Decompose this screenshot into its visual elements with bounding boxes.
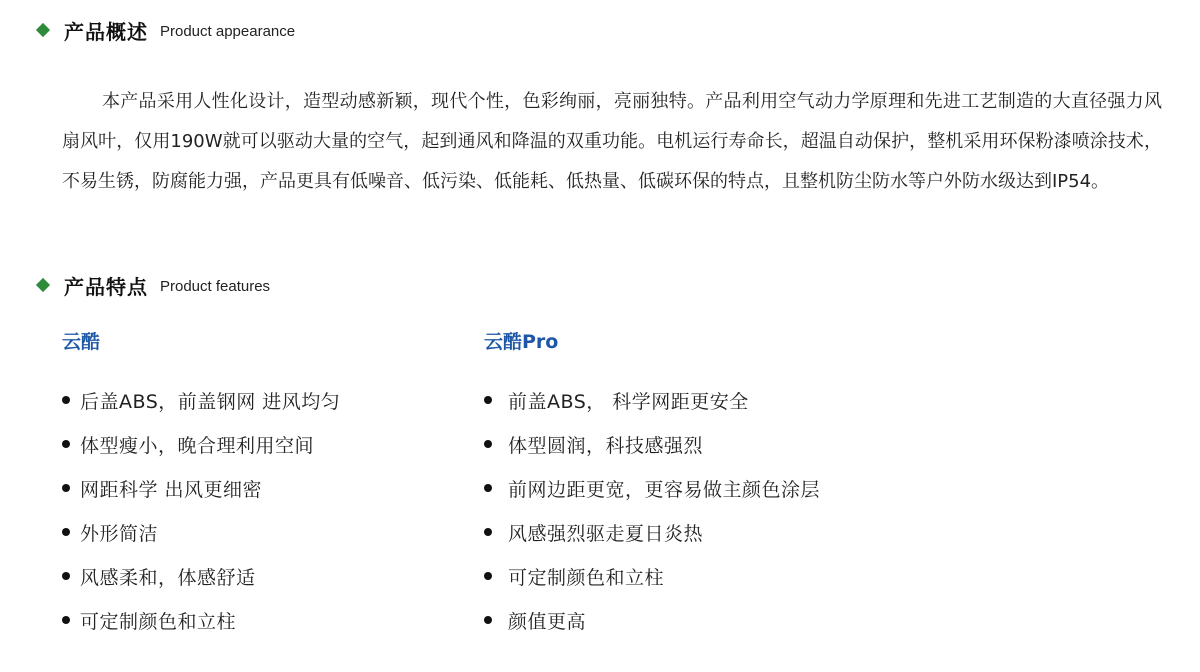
overview-title-en: Product appearance xyxy=(160,22,296,40)
feature-text: 网距科学 出风更细密 xyxy=(80,478,263,501)
bullet-dot-icon xyxy=(484,484,492,492)
green-diamond-icon xyxy=(36,23,50,37)
bullet-dot-icon xyxy=(484,396,492,404)
list-item xyxy=(62,378,462,422)
bullet-dot-icon xyxy=(484,572,492,580)
features-heading xyxy=(36,270,270,300)
feature-text: 外形简洁 xyxy=(80,522,159,545)
model-column-yunku-pro xyxy=(484,326,1044,642)
bullet-dot-icon xyxy=(62,484,70,492)
list-item xyxy=(484,510,1044,554)
list-item xyxy=(484,466,1044,510)
bullet-dot-icon xyxy=(62,440,70,448)
bullet-dot-icon xyxy=(62,572,70,580)
list-item xyxy=(62,510,462,554)
feature-text: 前网边距更宽，更容易做主颜色涂层 xyxy=(508,478,821,501)
features-title-en: Product features xyxy=(160,277,271,295)
feature-text: 前盖ABS， 科学网距更安全 xyxy=(508,390,749,413)
features-title-zh: 产品特点 xyxy=(64,274,148,299)
list-item xyxy=(62,466,462,510)
list-item xyxy=(484,598,1044,642)
feature-text: 风感强烈驱走夏日炎热 xyxy=(508,522,704,545)
list-item xyxy=(484,554,1044,598)
list-item xyxy=(62,422,462,466)
bullet-dot-icon xyxy=(62,396,70,404)
feature-text: 可定制颜色和立柱 xyxy=(508,566,665,589)
list-item xyxy=(62,554,462,598)
feature-text: 风感柔和，体感舒适 xyxy=(80,566,256,589)
bullet-dot-icon xyxy=(484,616,492,624)
feature-text: 可定制颜色和立柱 xyxy=(80,610,237,633)
model-title: 云酷Pro xyxy=(484,331,559,353)
feature-text: 体型瘦小，晚合理利用空间 xyxy=(80,434,315,457)
bullet-dot-icon xyxy=(62,616,70,624)
list-item xyxy=(62,598,462,642)
bullet-dot-icon xyxy=(484,440,492,448)
model-title: 云酷 xyxy=(62,331,101,353)
list-item xyxy=(484,422,1044,466)
list-item xyxy=(484,378,1044,422)
green-diamond-icon xyxy=(36,278,50,292)
feature-list xyxy=(62,378,462,642)
feature-list xyxy=(484,378,1044,642)
overview-paragraph: 本产品采用人性化设计，造型动感新颖，现代个性，色彩绚丽，亮丽独特。产品利用空气动力学原理和先进工艺制造的大直径强力风扇风叶，仅用190W就可以驱动大量的空气，起到通风和降温的双重功能。电机运行寿命长，超温自动保护，整机采用环保粉漆喷涂技术，不易生锈，防腐能力强，产品更具有低噪音、低污染、低能耗、低热量、低碳环保的特点，且整机防尘防水等户外防水级达到IP54。 xyxy=(62,91,1162,192)
overview-heading xyxy=(36,15,295,45)
feature-text: 后盖ABS，前盖钢网 进风均匀 xyxy=(80,390,341,413)
bullet-dot-icon xyxy=(62,528,70,536)
feature-text: 颜值更高 xyxy=(508,610,587,633)
feature-text: 体型圆润，科技感强烈 xyxy=(508,434,704,457)
bullet-dot-icon xyxy=(484,528,492,536)
overview-title-zh: 产品概述 xyxy=(64,19,148,44)
model-column-yunku xyxy=(62,326,462,642)
